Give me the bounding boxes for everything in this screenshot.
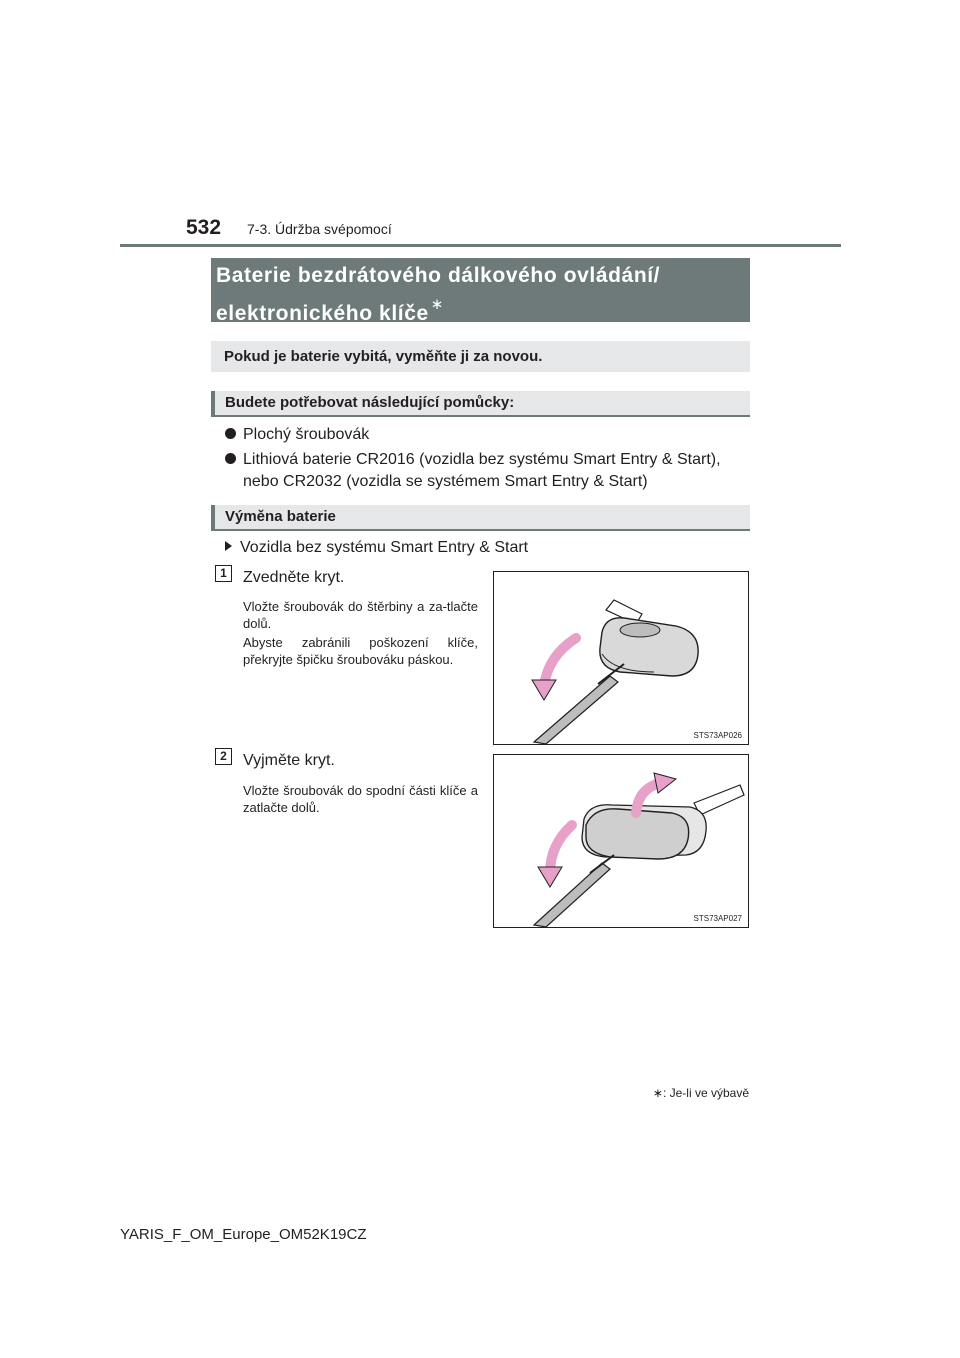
- footnote-mark: ∗: [652, 1086, 663, 1100]
- replace-bar: Výměna baterie: [211, 505, 750, 531]
- figure-code: STS73AP027: [693, 914, 742, 923]
- bullet-icon: [225, 453, 236, 464]
- step-title: Vyjměte kryt.: [243, 752, 335, 769]
- step-number: 2: [215, 748, 232, 765]
- footnote: [653, 1086, 749, 1100]
- variant-heading: [225, 539, 528, 557]
- tool-item-text: Lithiová baterie CR2016 (vozidla bez systému Smart Entry & Start),: [243, 451, 721, 468]
- tool-item: [225, 447, 721, 473]
- step-description: Vložte šroubovák do spodní části klíče a zatlačte dolů.: [243, 783, 478, 815]
- figure-remove-cover: [493, 754, 749, 928]
- step-description: Vložte šroubovák do štěrbiny a za-tlačte dolů.: [243, 599, 478, 631]
- variant-text: Vozidla bez systému Smart Entry & Start: [240, 539, 529, 556]
- step-number: 1: [215, 565, 232, 582]
- header-rule: [120, 244, 841, 247]
- page-title: [211, 258, 750, 325]
- key-illustration: [494, 572, 748, 744]
- triangle-icon: [225, 541, 232, 551]
- page-title-text: Baterie bezdrátového dálkového ovládání/ elektronického klíče: [216, 264, 661, 325]
- bullet-icon: [225, 428, 236, 439]
- page-number: 532: [186, 216, 222, 239]
- tool-item-continuation: nebo CR2032 (vozidla se systémem Smart Entry & Start): [243, 473, 648, 490]
- footnote-text: : Je-li ve výbavě: [662, 1086, 749, 1100]
- section-title: 7-3. Údržba svépomocí: [247, 221, 392, 237]
- optional-mark: ∗: [430, 296, 444, 313]
- footer-doc-id: YARIS_F_OM_Europe_OM52K19CZ: [120, 1226, 367, 1243]
- step-title: Zvedněte kryt.: [243, 569, 345, 586]
- step-description: Abyste zabránili poškození klíče, překryjte špičku šroubováku páskou.: [243, 635, 478, 667]
- tool-item-text: Plochý šroubovák: [243, 426, 370, 443]
- figure-open-cover: [493, 571, 749, 745]
- figure-code: STS73AP026: [693, 731, 742, 740]
- tools-bar: Budete potřebovat následující pomůcky:: [211, 391, 750, 417]
- intro-bar: Pokud je baterie vybitá, vyměňte ji za novou.: [211, 341, 750, 372]
- tool-item: [225, 422, 369, 448]
- key-illustration: [494, 755, 748, 927]
